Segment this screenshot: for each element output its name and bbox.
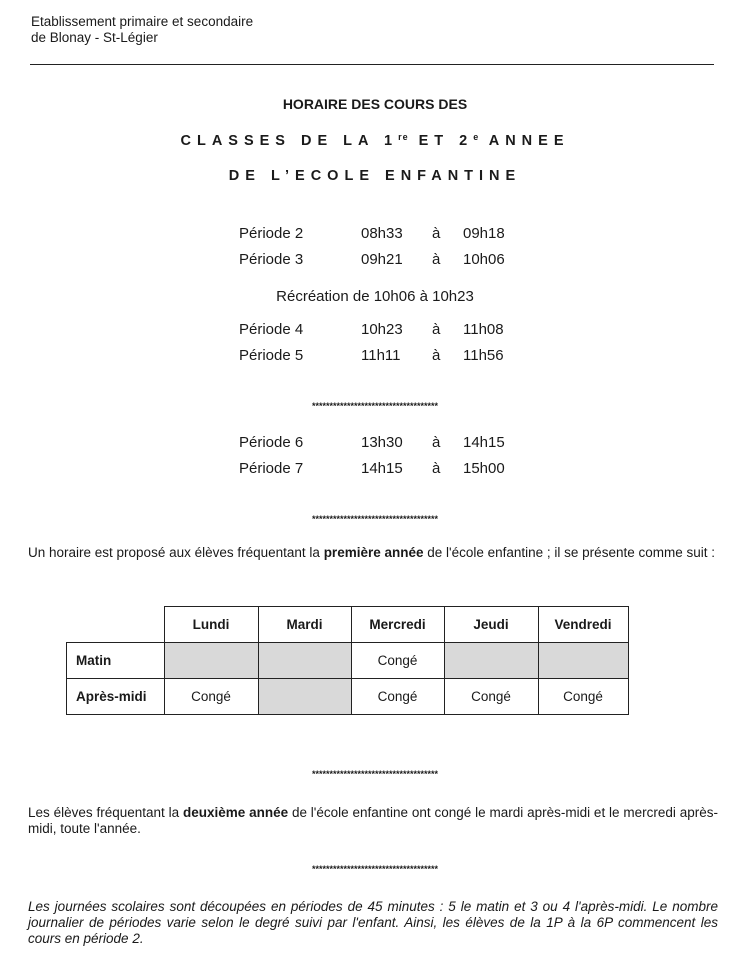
second-year-text-end: de l'école enfantine ont congé le mardi après-midi et le mercredi après-midi, toute l'année. <box>28 805 718 836</box>
table-cell: Congé <box>351 643 444 679</box>
title-sup-2e: e <box>473 132 480 142</box>
table-row <box>67 679 629 715</box>
period-end: 11h08 <box>463 321 504 338</box>
period-sep: à <box>432 460 441 477</box>
period-start: 09h21 <box>361 251 403 268</box>
first-year-schedule-table <box>66 606 629 715</box>
period-name: Période 3 <box>239 251 304 268</box>
period-row <box>0 460 750 480</box>
document-title-line2 <box>0 133 750 149</box>
document-title-line1: HORAIRE DES COURS DES <box>282 96 468 112</box>
period-row <box>0 251 750 271</box>
column-header: Vendredi <box>538 607 628 643</box>
second-year-note <box>28 805 718 837</box>
period-sep: à <box>432 321 441 338</box>
table-row <box>67 643 629 679</box>
period-start: 08h33 <box>361 225 403 242</box>
period-start: 13h30 <box>361 434 403 451</box>
table-cell: Congé <box>164 679 258 715</box>
table-header-row <box>67 607 629 643</box>
period-end: 09h18 <box>463 225 505 242</box>
period-name: Période 6 <box>239 434 304 451</box>
table-cell: Congé <box>538 679 628 715</box>
separator-stars: ************************************ <box>311 864 439 874</box>
period-start: 11h11 <box>361 347 401 364</box>
period-name: Période 7 <box>239 460 304 477</box>
title-line2-pre: CLASSES DE LA 1 <box>180 133 399 149</box>
row-label: Après-midi <box>67 679 165 715</box>
period-row <box>0 225 750 245</box>
separator-stars: ************************************ <box>311 769 439 779</box>
column-header: Lundi <box>164 607 258 643</box>
period-sep: à <box>432 225 441 242</box>
period-end: 11h56 <box>463 347 504 364</box>
period-name: Période 5 <box>239 347 304 364</box>
institution-name-line1: Etablissement primaire et secondaire <box>31 14 254 29</box>
period-start: 14h15 <box>361 460 403 477</box>
table-cell <box>444 643 538 679</box>
period-name: Période 4 <box>239 321 304 338</box>
second-year-bold: deuxième année <box>182 805 289 820</box>
period-row <box>0 347 750 367</box>
table-cell: Congé <box>351 679 444 715</box>
period-end: 15h00 <box>463 460 505 477</box>
first-year-intro <box>28 545 718 561</box>
recess-time: Récréation de 10h06 à 10h23 <box>276 288 474 305</box>
table-cell <box>258 679 351 715</box>
row-label: Matin <box>67 643 165 679</box>
table-cell <box>538 643 628 679</box>
period-sep: à <box>432 347 441 364</box>
table-cell <box>258 643 351 679</box>
separator-stars: ************************************ <box>311 401 439 411</box>
table-corner <box>67 607 165 643</box>
header-divider <box>30 64 714 65</box>
title-line2-mid: ET 2 <box>408 133 474 149</box>
period-name: Période 2 <box>239 225 304 242</box>
intro-bold: première année <box>323 545 424 560</box>
title-sup-1re: re <box>398 132 409 142</box>
intro-text-end: de l'école enfantine ; il se présente comme suit : <box>423 545 715 560</box>
period-sep: à <box>432 434 441 451</box>
column-header: Jeudi <box>444 607 538 643</box>
intro-text: Un horaire est proposé aux élèves fréquentant la <box>28 545 324 560</box>
footer-note: Les journées scolaires sont découpées en périodes de 45 minutes : 5 le matin et 3 ou 4 l'après-midi. Le nombre journalier de périodes varie selon le degré suivi par l'enfant. Ainsi, les élèves de la 1P à la 6P commencent les cours en période 2. <box>28 899 718 946</box>
period-end: 10h06 <box>463 251 505 268</box>
column-header: Mardi <box>258 607 351 643</box>
period-row <box>0 321 750 341</box>
period-row <box>0 434 750 454</box>
second-year-text: Les élèves fréquentant la <box>28 805 183 820</box>
separator-stars: ************************************ <box>311 514 439 524</box>
period-start: 10h23 <box>361 321 403 338</box>
title-line2-post: ANNEE <box>479 133 570 149</box>
period-end: 14h15 <box>463 434 505 451</box>
institution-name-line2: de Blonay - St-Légier <box>31 30 158 45</box>
table-cell <box>164 643 258 679</box>
period-sep: à <box>432 251 441 268</box>
document-title-line3: DE L’ECOLE ENFANTINE <box>228 168 522 184</box>
column-header: Mercredi <box>351 607 444 643</box>
table-cell: Congé <box>444 679 538 715</box>
